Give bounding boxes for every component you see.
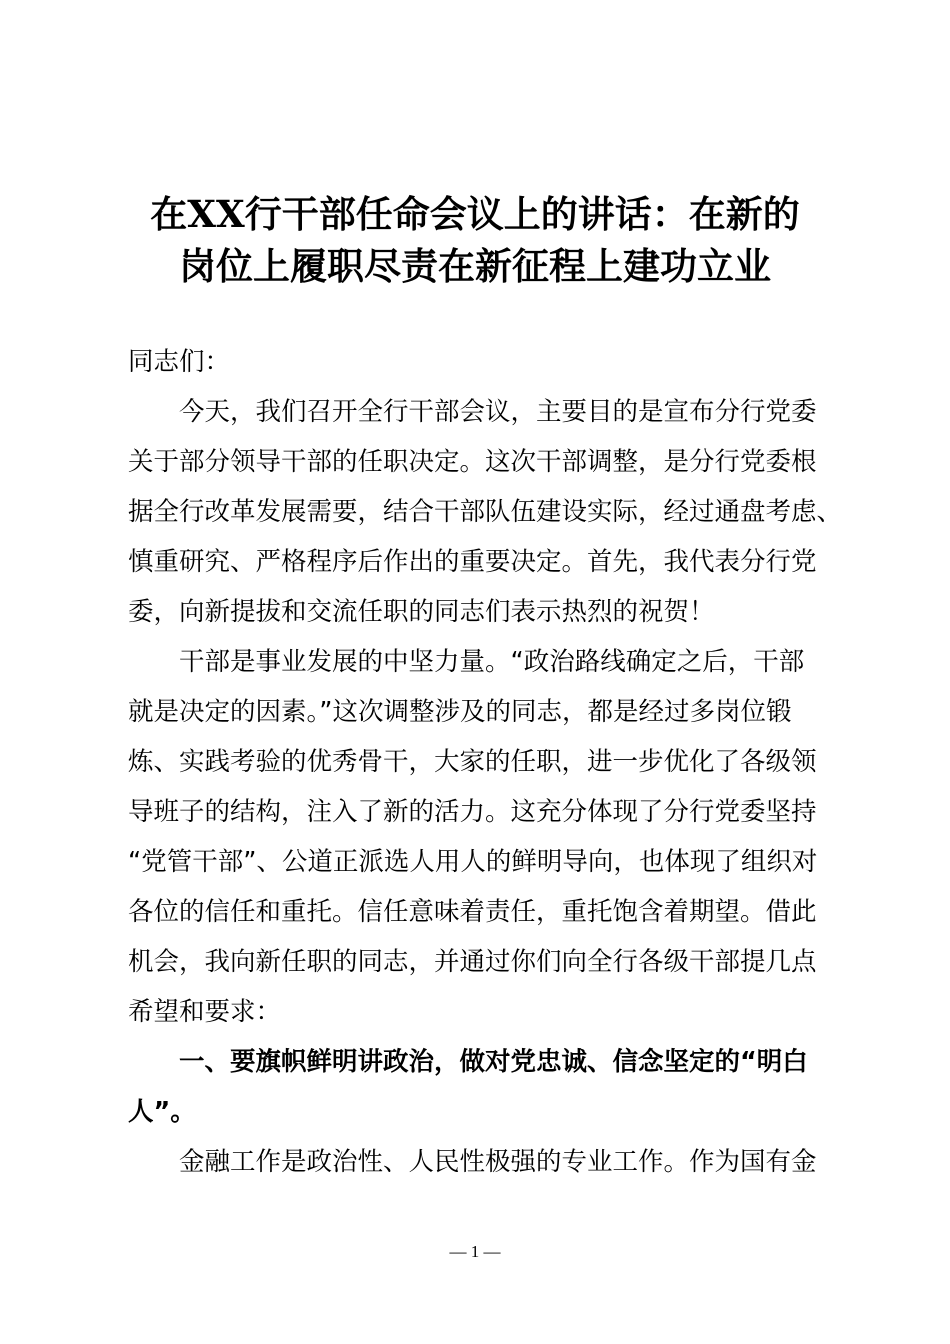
text-line: 炼、实践考验的优秀骨干，大家的任职，进一步优化了各级领: [128, 747, 817, 777]
salutation: 同志们：: [128, 347, 231, 377]
page-number: — 1 —: [449, 1242, 501, 1261]
text-line: “党管干部”、公道正派选人用人的鲜明导向，也体现了组织对: [128, 847, 818, 877]
heading-line: 人”。: [128, 1097, 196, 1127]
paragraph-1: [128, 387, 843, 637]
text-line: 关于部分领导干部的任职决定。这次干部调整，是分行党委根: [128, 447, 817, 477]
title-line-2: 岗位上履职尽责在新征程上建功立业: [179, 244, 771, 288]
text-line: 慎重研究、严格程序后作出的重要决定。首先，我代表分行党: [128, 547, 817, 577]
text-line: 委，向新提拔和交流任职的同志们表示热烈的祝贺！: [128, 597, 715, 627]
text-line: 今天，我们召开全行干部会议，主要目的是宣布分行党委: [179, 397, 817, 427]
section-heading-1: [128, 1037, 838, 1137]
document-body: [128, 337, 843, 1187]
text-line: 希望和要求：: [128, 997, 282, 1027]
text-line: 干部是事业发展的中坚力量。“政治路线确定之后，干部: [179, 647, 805, 677]
text-line: 机会，我向新任职的同志，并通过你们向全行各级干部提几点: [128, 947, 817, 977]
text-line: 导班子的结构，注入了新的活力。这充分体现了分行党委坚持: [128, 797, 817, 827]
heading-line: 一、要旗帜鲜明讲政治，做对党忠诚、信念坚定的“明白: [179, 1047, 808, 1077]
paragraph-2: [128, 637, 838, 1037]
text-line: 据全行改革发展需要，结合干部队伍建设实际，经过通盘考虑、: [128, 497, 843, 527]
title-line-1: 在XX行干部任命会议上的讲话：在新的: [150, 192, 800, 236]
document-title: [0, 188, 950, 292]
text-line: 金融工作是政治性、人民性极强的专业工作。作为国有金: [179, 1147, 817, 1177]
paragraph-3: [128, 1137, 838, 1187]
text-line: 就是决定的因素。”这次调整涉及的同志，都是经过多岗位锻: [128, 697, 792, 727]
text-line: 各位的信任和重托。信任意味着责任，重托饱含着期望。借此: [128, 897, 817, 927]
